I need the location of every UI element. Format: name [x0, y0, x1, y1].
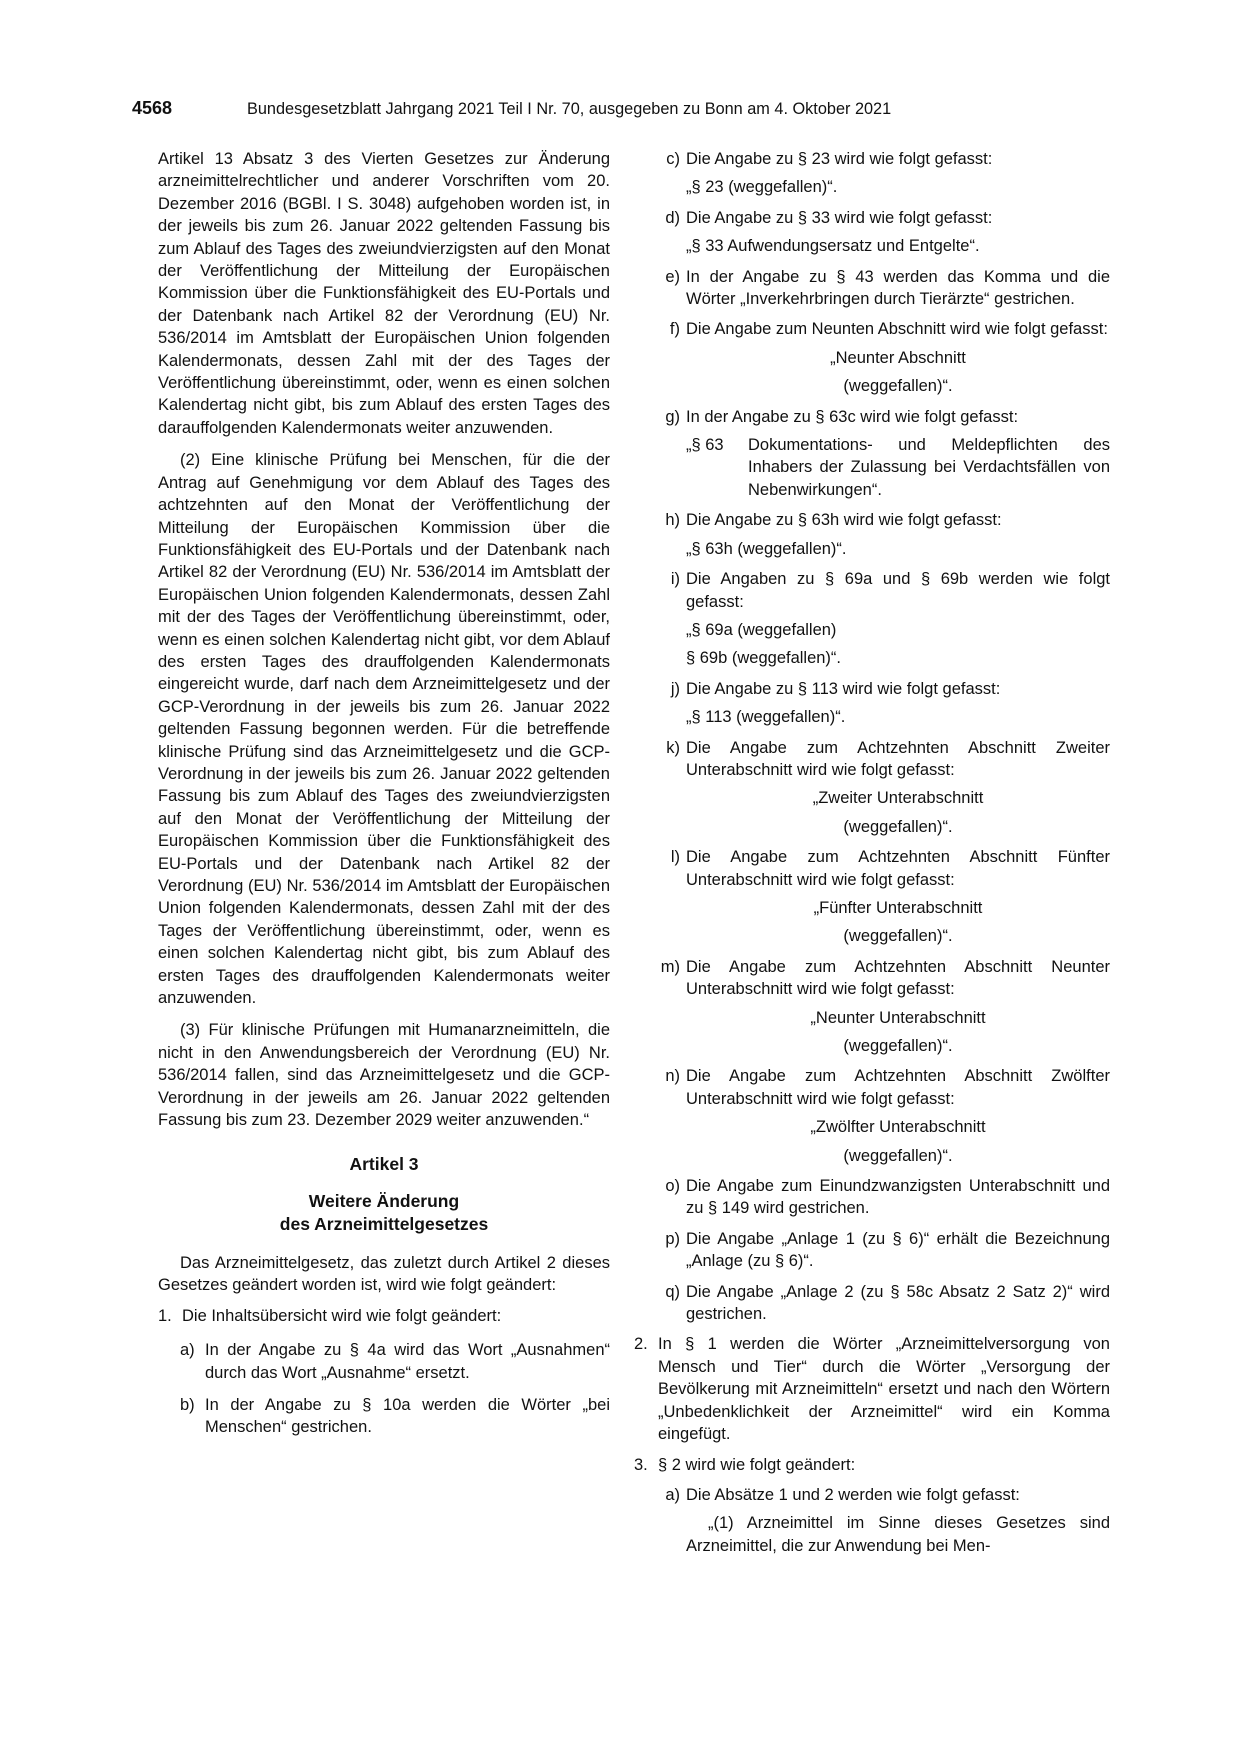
item-label: i)	[670, 570, 680, 589]
list-item	[658, 207, 1110, 229]
item-label: e)	[665, 267, 680, 286]
item-label: d)	[665, 208, 680, 227]
item-text: § 2 wird wie folgt geändert:	[658, 1455, 856, 1474]
item-text: Die Angabe „Anlage 2 (zu § 58c Absatz 2 Satz 2)“ wird gestrichen.	[686, 1282, 1110, 1324]
page-header	[132, 98, 1005, 128]
item-label: c)	[666, 150, 680, 168]
item-label: h)	[665, 511, 680, 530]
quoted-heading: (weggefallen)“.	[843, 817, 953, 836]
item-label: 1.	[158, 1306, 172, 1325]
quoted-entry: „§ 23 (weggefallen)“.	[686, 178, 838, 197]
list-item	[658, 406, 1110, 428]
item-label: m)	[660, 957, 680, 976]
item-label: p)	[665, 1229, 680, 1248]
quoted-entry: „§ 69a (weggefallen)	[686, 620, 837, 639]
item-text: In der Angabe zu § 10a werden die Wörter „bei Menschen“ gestrichen.	[205, 1395, 610, 1437]
item-text: Die Angabe zum Achtzehnten Abschnitt Zweiter Unterabschnitt wird wie folgt gefasst:	[686, 738, 1110, 779]
quoted-heading: (weggefallen)“.	[843, 927, 953, 946]
quoted-heading: „Zwölfter Unterabschnitt	[810, 1118, 986, 1137]
item-label: b)	[180, 1395, 195, 1414]
item-label: a)	[665, 1485, 680, 1504]
list-item	[658, 846, 1110, 891]
item-text: Die Angabe zu § 33 wird wie folgt gefasst:	[686, 208, 993, 227]
item-text: Die Angabe zum Einundzwanzigsten Unterabschnitt und zu § 149 wird gestrichen.	[686, 1177, 1110, 1218]
paragraph-3: (3) Für klinische Prüfungen mit Humanarzneimitteln, die nicht in den Anwendungsbereich der Verordnung (EU) Nr. 536/2014 fallen, sind das Arzneimittelgesetz und die GCP-Verordnung in der jeweils am 26. Januar 2022 geltenden Fassung bis zum 23. Dezember 2029 weiter anzuwenden.“	[158, 1021, 610, 1130]
quoted-entry: § 69b (weggefallen)“.	[686, 649, 842, 668]
item-text: Die Angabe zu § 23 wird wie folgt gefasst:	[686, 150, 993, 168]
quoted-section-title: Dokumentations- und Meldepflichten des Inhabers der Zulassung bei Verdachtsfällen von Nebenwirkungen“.	[748, 436, 1110, 499]
right-column	[634, 148, 1110, 1557]
list-item	[658, 1484, 1110, 1506]
paragraph-2: (2) Eine klinische Prüfung bei Menschen, für die der Antrag auf Genehmigung vor dem Ablauf des Tages des achtzehnten auf den Monat der Veröffentlichung der Mitteilung der Europäischen Kommission über die Funktionsfähigkeit des EU-Portals und der Datenbank nach Artikel 82 der Verordnung (EU) Nr. 536/2014 im Amtsblatt der Europäischen Union folgenden Kalendermonats, dessen Zahl mit der des Tages der Veröffentlichung übereinstimmt, oder, wenn es einen solchen Kalendertag nicht gibt, vor dem Ablauf des ersten Tages des drauffolgenden Kalendermonats eingereicht wurde, darf nach dem Arzneimittelgesetz und der GCP-Verordnung in der jeweils bis zum 26. Januar 2022 geltenden Fassung begonnen werden. Für die betreffende klinische Prüfung sind das Arzneimittelgesetz und die GCP-Verordnung in der jeweils bis zum 26. Januar 2022 geltenden Fassung bis zum Ablauf des Tages des zweiundvierzigsten auf den Monat der Veröffentlichung der Mitteilung der Europäischen Kommission über die Funktionsfähigkeit des EU-Portals und der Datenbank nach Artikel 82 der Verordnung (EU) Nr. 536/2014 im Amtsblatt der Europäischen Union folgenden Kalendermonats, dessen Zahl mit der des Tages der Veröffentlichung übereinstimmt, oder, wenn es einen solchen Kalendertag nicht gibt, bis zum Ablauf des ersten Tages des drauffolgenden Kalendermonats weiter anzuwenden.	[158, 451, 610, 1008]
item-text: In der Angabe zu § 63c wird wie folgt gefasst:	[686, 407, 1019, 426]
list-item	[158, 1305, 610, 1327]
quoted-entry: „§ 63h (weggefallen)“.	[686, 539, 847, 558]
quoted-heading: „Fünfter Unterabschnitt	[813, 898, 983, 917]
quoted-paragraph: „(1) Arzneimittel im Sinne dieses Gesetzes sind Arzneimittel, die zur Anwendung bei Men-	[686, 1514, 1110, 1555]
list-item	[158, 1339, 610, 1384]
list-item	[658, 1281, 1110, 1326]
quoted-section-number: „§ 63	[686, 436, 724, 455]
list-item	[658, 1065, 1110, 1110]
quoted-heading: (weggefallen)“.	[843, 1037, 953, 1055]
item-text: Die Absätze 1 und 2 werden wie folgt gefasst:	[686, 1485, 1020, 1504]
item-text: In der Angabe zu § 4a wird das Wort „Ausnahmen“ durch das Wort „Ausnahme“ ersetzt.	[205, 1341, 610, 1382]
item-label: 3.	[634, 1455, 648, 1474]
article-title-line-1: Weitere Änderung	[308, 1190, 460, 1211]
list-item	[658, 1228, 1110, 1273]
article-intro: Das Arzneimittelgesetz, das zuletzt durch Artikel 2 dieses Gesetzes geändert worden ist, wird wie folgt geändert:	[158, 1253, 610, 1295]
item-label: q)	[665, 1282, 680, 1301]
left-column	[158, 148, 610, 1439]
item-label: k)	[666, 738, 680, 757]
item-text: Die Angabe zum Achtzehnten Abschnitt Zwölfter Unterabschnitt wird wie folgt gefasst:	[686, 1067, 1110, 1108]
list-item	[658, 1175, 1110, 1220]
item-text: Die Angabe zum Neunten Abschnitt wird wie folgt gefasst:	[686, 320, 1108, 339]
item-label: j)	[670, 679, 680, 698]
item-text: Die Angabe zu § 113 wird wie folgt gefasst:	[686, 679, 1001, 698]
quoted-heading: (weggefallen)“.	[843, 1146, 953, 1165]
list-item	[658, 678, 1110, 700]
quoted-entry: „§ 113 (weggefallen)“.	[686, 708, 846, 727]
article-number: Artikel 3	[349, 1154, 419, 1175]
item-label: 2.	[634, 1335, 648, 1354]
quoted-heading: (weggefallen)“.	[843, 377, 953, 396]
list-item	[634, 1333, 1110, 1445]
list-item	[658, 956, 1110, 1001]
item-text: Die Angabe „Anlage 1 (zu § 6)“ erhält die Bezeichnung „Anlage (zu § 6)“.	[686, 1229, 1110, 1271]
item-label: f)	[669, 320, 680, 339]
page-number: 4568	[132, 98, 173, 118]
item-text: In § 1 werden die Wörter „Arzneimittelversorgung von Mensch und Tier“ durch die Wörter „Versorgung der Bevölkerung mit Arzneimitteln“ ersetzt und nach den Wörtern „Unbedenklichkeit der Arzneimittel“ wird ein Komma eingefügt.	[658, 1335, 1110, 1444]
item-label: n)	[665, 1067, 680, 1086]
item-text: Die Angaben zu § 69a und § 69b werden wie folgt gefasst:	[686, 570, 1110, 611]
running-title: Bundesgesetzblatt Jahrgang 2021 Teil I Nr. 70, ausgegeben zu Bonn am 4. Oktober 2021	[247, 100, 892, 118]
quoted-entry	[686, 434, 1110, 501]
quoted-heading: „Neunter Abschnitt	[830, 348, 966, 367]
item-label: l)	[670, 848, 680, 867]
item-text: Die Inhaltsübersicht wird wie folgt geändert:	[182, 1306, 502, 1325]
item-text: Die Angabe zum Achtzehnten Abschnitt Fünfter Unterabschnitt wird wie folgt gefasst:	[686, 848, 1110, 889]
item-label: o)	[665, 1177, 680, 1196]
item-label: a)	[180, 1341, 195, 1360]
list-item	[658, 148, 1110, 170]
list-item	[658, 568, 1110, 613]
continued-paragraph: Artikel 13 Absatz 3 des Vierten Gesetzes zur Änderung arzneimittelrechtlicher und anderer Vorschriften vom 20. Dezember 2016 (BGBl. I S. 3048) aufgehoben worden ist, in der jeweils bis zum 26. Januar 2022 geltenden Fassung bis zum Ablauf des Tages des zweiundvierzigsten auf den Monat der Veröffentlichung der Mitteilung der Europäischen Kommission über die Funktionsfähigkeit des EU-Portals und der Datenbank nach Artikel 82 der Verordnung (EU) Nr. 536/2014 im Amtsblatt der Europäischen Union folgenden Kalendermonats, dessen Zahl mit der des Tages der Veröffentlichung übereinstimmt, oder, wenn es einen solchen Kalendertag nicht gibt, bis zum Ablauf des ersten Tages des darauffolgenden Kalendermonats weiter anzuwenden.	[158, 150, 610, 437]
article-title	[158, 1190, 610, 1236]
item-label: g)	[665, 407, 680, 426]
item-text: Die Angabe zum Achtzehnten Abschnitt Neunter Unterabschnitt wird wie folgt gefasst:	[686, 957, 1110, 999]
article-title-line-2: des Arzneimittelgesetzes	[279, 1213, 489, 1234]
list-item	[158, 1394, 610, 1439]
list-item	[658, 266, 1110, 311]
list-item	[658, 737, 1110, 782]
list-item	[634, 1454, 1110, 1476]
list-item	[658, 509, 1110, 531]
item-text: In der Angabe zu § 43 werden das Komma und die Wörter „Inverkehrbringen durch Tierärzte“ gestrichen.	[686, 267, 1110, 309]
quoted-entry: „§ 33 Aufwendungsersatz und Entgelte“.	[686, 237, 980, 256]
quoted-heading: „Neunter Unterabschnitt	[810, 1008, 986, 1027]
item-text: Die Angabe zu § 63h wird wie folgt gefasst:	[686, 511, 1002, 530]
quoted-heading: „Zweiter Unterabschnitt	[812, 789, 984, 808]
list-item	[658, 318, 1110, 340]
